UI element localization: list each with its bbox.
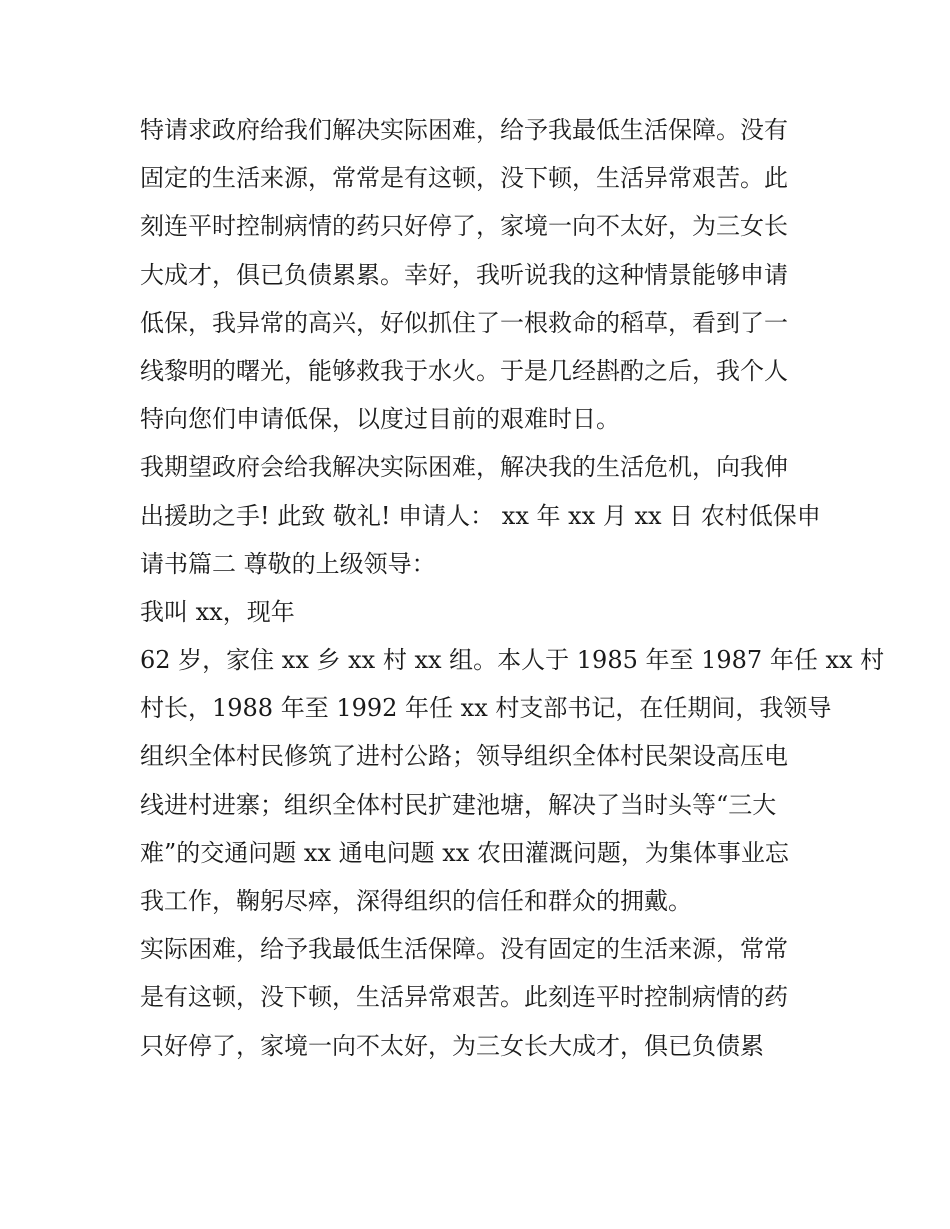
text-line: 线进村进寨；组织全体村民扩建池塘，解决了当时头等“三大 bbox=[140, 790, 777, 819]
text-line: 低保，我异常的高兴，好似抓住了一根救命的稻草，看到了一 bbox=[140, 308, 788, 337]
text-line: 是有这顿，没下顿，生活异常艰苦。此刻连平时控制病情的药 bbox=[140, 983, 788, 1012]
text-line: 特请求政府给我们解决实际困难，给予我最低生活保障。没有 bbox=[140, 116, 788, 144]
text-line: 我工作，鞠躬尽瘁，深得组织的信任和群众的拥戴。 bbox=[140, 887, 692, 915]
document-body bbox=[140, 106, 885, 1070]
text-line: 实际困难，给予我最低生活保障。没有固定的生活来源，常常 bbox=[140, 935, 788, 964]
text-line: 刻连平时控制病情的药只好停了，家境一向不太好，为三女长 bbox=[140, 212, 788, 241]
text-line: 请书篇二 尊敬的上级领导： bbox=[140, 549, 436, 578]
text-line: 线黎明的曙光，能够救我于水火。于是几经斟酌之后，我个人 bbox=[140, 356, 788, 385]
text-line: 固定的生活来源，常常是有这顿，没下顿，生活异常艰苦。此 bbox=[140, 164, 788, 193]
text-line: 出援助之手! 此致 敬礼! 申请人： xx 年 xx 月 xx 日 农村低保申 bbox=[140, 501, 821, 530]
text-line: 村长，1988 年至 1992 年任 xx 村支部书记，在任期间，我领导 bbox=[140, 694, 832, 723]
text-line: 我期望政府会给我解决实际困难，解决我的生活危机，向我伸 bbox=[140, 453, 788, 482]
text-line: 难”的交通问题 xx 通电问题 xx 农田灌溉问题，为集体事业忘 bbox=[140, 838, 789, 867]
text-line: 组织全体村民修筑了进村公路；领导组织全体村民架设高压电 bbox=[140, 742, 788, 771]
text-line: 62 岁，家住 xx 乡 xx 村 xx 组。本人于 1985 年至 1987 年任 xx 村 bbox=[140, 646, 885, 675]
text-line: 只好停了，家境一向不太好，为三女长大成才，俱已负债累 bbox=[140, 1031, 764, 1060]
text-line: 我叫 xx，现年 bbox=[140, 597, 295, 626]
text-line: 特向您们申请低保，以度过目前的艰难时日。 bbox=[140, 405, 620, 434]
text-line: 大成才，俱已负债累累。幸好，我听说我的这种情景能够申请 bbox=[140, 260, 788, 289]
